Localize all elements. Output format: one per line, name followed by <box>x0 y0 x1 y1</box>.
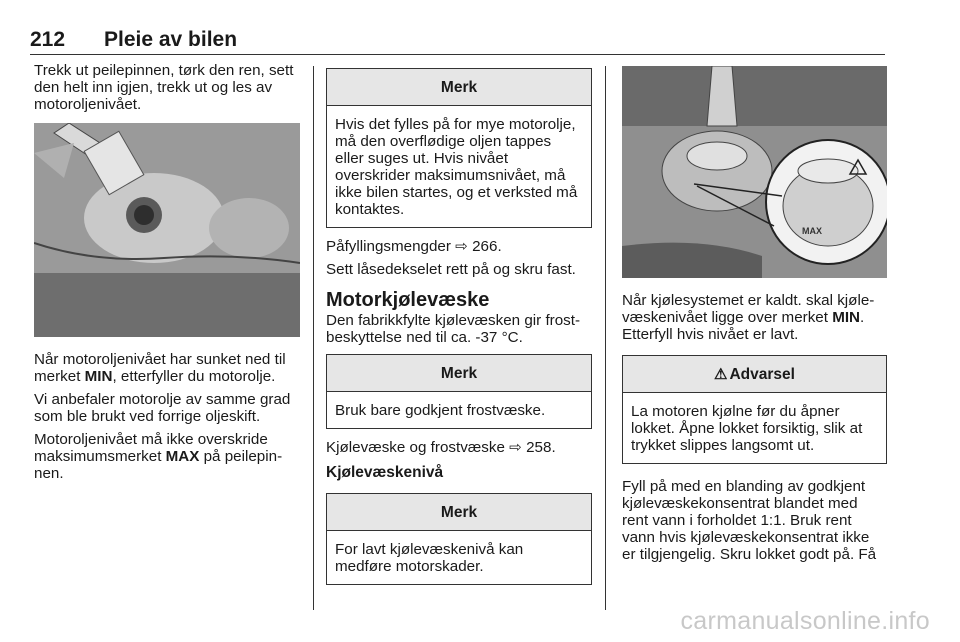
coolant-tank-illustration <box>622 66 887 278</box>
warning-icon: ⚠ <box>714 366 728 383</box>
page-title: Pleie av bilen <box>104 28 238 51</box>
column-2 <box>326 68 592 595</box>
reference-coolant: Kjølevæske og frostvæske ⇨ 258. <box>326 439 556 456</box>
note-body: Hvis det fylles på for mye motorolje, må den overflødige oljen tappes eller suges ut. Hvis nivået overskrider maksimumsnivået, må ikke bilen startes, og et verksted må kontaktes. <box>335 116 578 218</box>
note-title: Merk <box>327 69 591 106</box>
note-title: Merk <box>327 355 591 392</box>
column-divider-1 <box>313 66 314 610</box>
reference-filling-quantities: Påfyllingsmengder ⇨ 266. <box>326 238 502 255</box>
paragraph-oil-grade: Vi anbefaler motorolje av samme grad som ble brukt ved forrige oljeskift. <box>34 391 291 425</box>
paragraph-min: Når motoroljenivået har sunket ned til merket MIN, etterfyller du motorolje. <box>34 351 286 385</box>
note-title: Merk <box>327 494 591 531</box>
tank-max-label: MAX <box>802 226 822 236</box>
warning-box <box>622 355 887 464</box>
note-box-antifreeze <box>326 354 592 429</box>
coolant-tank-image <box>622 66 887 278</box>
min-mark: MIN <box>832 309 861 326</box>
heading-coolant: Motorkjølevæske <box>326 289 490 311</box>
column-1 <box>34 62 300 488</box>
paragraph-lock-cover: Sett låsedekselet rett på og skru fast. <box>326 261 576 278</box>
note-box-overfill <box>326 68 592 228</box>
watermark: carmanualsonline.info <box>680 607 930 635</box>
note-body: Bruk bare godkjent frostvæske. <box>335 402 546 419</box>
max-mark: MAX <box>165 448 200 465</box>
min-mark: MIN <box>84 368 113 385</box>
note-box-low-coolant <box>326 493 592 585</box>
header-rule <box>30 54 885 55</box>
paragraph-coolant-min: Når kjølesystemet er kaldt. skal kjølevæskenivået ligge over merket MIN. Etterfyll hvis nivået er lavt. <box>622 292 875 343</box>
paragraph-dipstick: Trekk ut peilepinnen, tørk den ren, sett den helt inn igjen, trekk ut og les av motoroljenivået. <box>34 62 294 113</box>
paragraph-max: Motoroljenivået må ikke overskride maksimumsmerket MAX på peilepinnen. <box>34 431 283 482</box>
page-number: 212 <box>30 28 66 51</box>
engine-oil-image <box>34 123 300 337</box>
paragraph-mixture: Fyll på med en blanding av godkjent kjølevæskekonsentrat blandet med rent vann i forholdet 1:1. Bruk rent vann hvis kjølevæskekonsentrat ikke er tilgjengelig. Skru lokket godt på. Få <box>622 478 877 563</box>
warning-title: ⚠ Advarsel <box>623 356 886 393</box>
column-divider-2 <box>605 66 606 610</box>
engine-oil-illustration <box>34 123 300 337</box>
warning-body: La motoren kjølne før du åpner lokket. Åpne lokket forsiktig, slik at trykket slippes langsomt ut. <box>631 403 863 454</box>
paragraph-coolant-protection: Den fabrikkfylte kjølevæsken gir frostbeskyttelse ned til ca. -37 °C. <box>326 312 581 346</box>
heading-coolant-level: Kjølevæskenivå <box>326 464 444 481</box>
column-3 <box>622 66 887 569</box>
note-body: For lavt kjølevæskenivå kan medføre motorskader. <box>335 541 524 575</box>
page-header <box>30 28 237 52</box>
